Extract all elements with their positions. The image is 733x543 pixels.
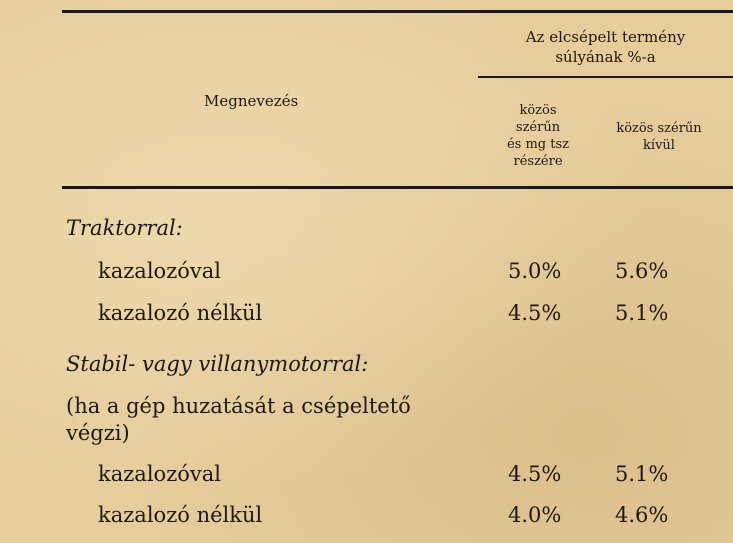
subcolumn2-line2: kívül <box>643 138 675 153</box>
column-group-header-line1: Az elcsépelt termény <box>525 28 686 46</box>
row-label: kazalozóval <box>98 462 221 486</box>
group-underline <box>478 76 733 78</box>
column-header-name: Megnevezés <box>204 92 299 110</box>
section-note-line1: (ha a gép huzatását a csépeltető <box>66 394 411 418</box>
row-label: kazalozó nélkül <box>98 301 263 325</box>
section-title-stationary-motor: Stabil- vagy villanymotorral: <box>66 352 369 376</box>
subcolumn-header-joint <box>476 102 600 170</box>
subcolumn1-line3: és mg tsz <box>506 137 570 152</box>
section-note-line2: végzi) <box>66 421 130 445</box>
header-bottom-rule <box>62 186 733 189</box>
subcolumn1-line1: közös <box>519 103 557 118</box>
row-label: kazalozó nélkül <box>98 503 263 527</box>
column-group-header-line2: súlyának %-a <box>555 48 656 66</box>
value-outside: 5.1% <box>615 462 669 486</box>
value-outside: 4.6% <box>615 503 669 527</box>
value-joint: 4.0% <box>508 503 562 527</box>
value-joint: 4.5% <box>508 462 562 486</box>
value-outside: 5.1% <box>615 301 669 325</box>
subcolumn1-line4: részére <box>513 154 563 169</box>
subcolumn1-line2: szérűn <box>515 120 561 135</box>
section-title-tractor: Traktorral: <box>66 216 183 240</box>
subcolumn2-line1: közös szérűn <box>616 121 702 136</box>
row-label: kazalozóval <box>98 259 221 283</box>
value-joint: 4.5% <box>508 301 562 325</box>
top-rule <box>62 10 733 13</box>
value-outside: 5.6% <box>615 259 669 283</box>
subcolumn-header-outside <box>596 120 722 154</box>
value-joint: 5.0% <box>508 259 562 283</box>
